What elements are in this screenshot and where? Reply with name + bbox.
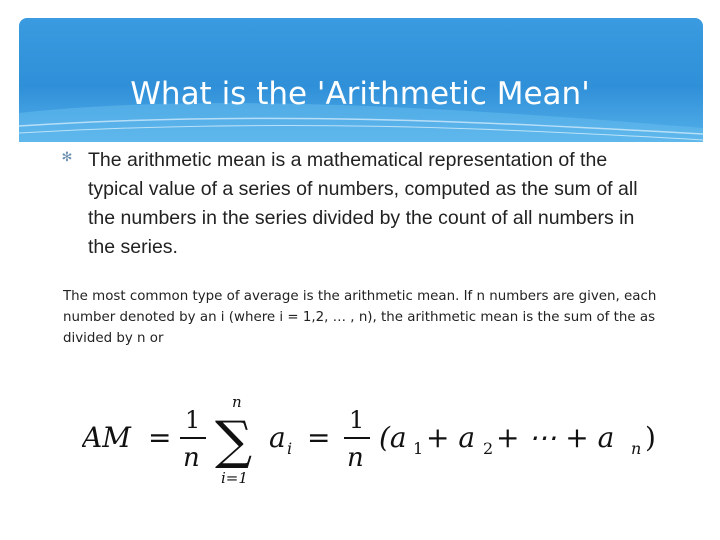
formula-fraction-denominator: n [183,443,200,473]
bullet-text: The arithmetic mean is a mathematical representation of the typical value of a series of numbers, computed as the sum of all the numbers in the series divided by the count of all numbers in the series. [88,149,638,258]
formula-rhs-sub-1: 1 [413,439,424,458]
body-paragraph: The most common type of average is the arithmetic mean. If n numbers are given, each number denoted by an i (where i = 1,2, … , n), the arithmetic mean is the sum of the as divided by n or [63,289,657,346]
formula-rhs-sub-n: n [631,439,642,458]
formula-equals-2: = [307,421,331,454]
formula-equals: = [148,421,172,454]
formula-rhs-sub-2: 2 [483,439,494,458]
sum-upper-limit: n [232,393,242,411]
formula-term-subscript: i [287,439,293,458]
formula-rhs-open: (a [379,421,407,454]
formula-term: a [269,421,286,454]
arithmetic-mean-formula [82,390,682,490]
summation-symbol: ∑ [215,411,253,471]
formula-fraction-numerator-2: 1 [349,406,365,434]
formula-fraction-denominator-2: n [347,443,364,473]
formula-rhs-close: ) [645,421,656,454]
sum-lower-limit: i=1 [221,469,248,487]
formula-rhs-plus-1: + a [426,421,476,454]
asterisk-bullet-icon: ✻ [61,150,73,165]
formula-lhs: AM [82,421,131,454]
formula-rhs-plus-2: + ⋯ + a [496,421,615,454]
slide-title: What is the 'Arithmetic Mean' [130,76,590,112]
formula-fraction-numerator: 1 [185,406,201,434]
